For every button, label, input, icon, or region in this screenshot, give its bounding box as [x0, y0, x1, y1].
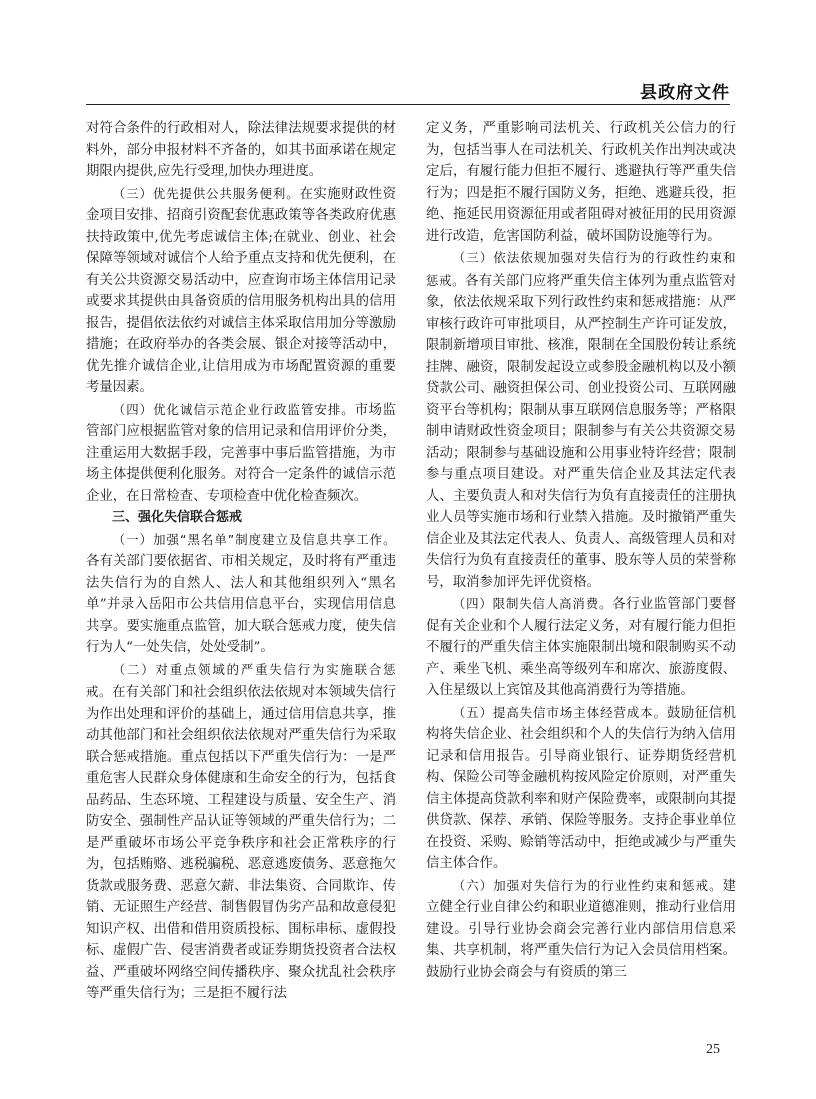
subsection-heading: （二）对重点领域的严重失信行为实施联合惩戒。	[86, 661, 396, 699]
paragraph-body: 各有关部门要依据省、市相关规定，及时将有严重违法失信行为的自然人、法人和其他组织列入“黑名单”并录入岳阳市公共信用信息平台，实现信用信息共享。要实施重点监管，加大联合惩戒力度，使失信行为人“一处失信，处处受制”。	[86, 554, 396, 655]
paragraph: 定义务，严重影响司法机关、行政机关公信力的行为，包括当事人在司法机关、行政机关作出判决或决定后，有履行能力但拒不履行、逃避执行等严重失信行为；四是拒不履行国防义务，拒绝、逃避兵役，拒绝、拖延民用资源征用或者阻碍对被征用的民用资源进行改造，危害国防利益，破坏国防设施等行为。	[426, 121, 736, 244]
paragraph-body: 各有关部门应将严重失信主体列为重点监管对象，依法依规采取下列行政性约束和惩戒措施：从严审核行政许可审批项目，从严控制生产许可证发放，限制新增项目审批、核准，限制在全国股份转让系统挂牌、融资，限制发起设立或参股金融机构以及小额贷款公司、融资担保公司、创业投资公司、互联网融资平台等机构；限制从事互联网信息服务等；严格限制申请财政性资金项目；限制参与有关公共资源交易活动；限制参与基础设施和公用事业特许经营；限制参与重点项目建设。对严重失信企业及其法定代表人、主要负责人和对失信行为负有直接责任的注册执业人员等实施市场和行业禁入措施。及时撤销严重失信企业及其法定代表人、负责人、高级管理人员和对失信行为负有直接责任的董事、股东等人员的荣誉称号，取消参加评先评优资格。	[426, 273, 737, 590]
paragraph	[426, 247, 736, 593]
paragraph-body: 市场监管部门应根据监管对象的信用记录和信用评价分类，注重运用大数据手段，完善事中事后监管措施，为市场主体提供便利化服务。对符合一定条件的诚信示范企业，在日常检查、专项检查中优化检查频次。	[86, 402, 397, 504]
subsection-heading: （六）加强对失信行为的行业性约束和惩戒。	[452, 877, 723, 893]
subsection-heading: （三）优先提供公共服务便利。	[112, 185, 300, 201]
right-column	[426, 118, 736, 983]
subsection-heading: （四）优化诚信示范企业行政监管安排。	[112, 401, 355, 417]
header-divider	[86, 104, 730, 105]
document-header-title: 县政府文件	[640, 83, 730, 103]
subsection-heading: （四）限制失信人高消费。	[452, 596, 613, 611]
paragraph	[426, 702, 736, 875]
paragraph	[426, 593, 736, 702]
paragraph-body: 各行业监管部门要督促有关企业和个人履行法定义务，对有履行能力但拒不履行的严重失信主体实施限制出境和限制购买不动产、乘坐飞机、乘坐高等级列车和席次、旅游度假、入住星级以上宾馆及其他高消费行为等措施。	[426, 597, 737, 698]
paragraph-body: 在有关部门和社会组织依法依规对本领域失信行为作出处理和评价的基础上，通过信用信息共享，推动其他部门和社会组织依法依规对严重失信行为采取联合惩戒措施。重点包括以下严重失信行为：一是严重危害人民群众身体健康和生命安全的行为，包括食品药品、生态环境、工程建设与质量、安全生产、消防安全、强制性产品认证等领域的严重失信行为；二是严重破坏市场公平竞争秩序和社会正常秩序的行为，包括贿赂、逃税骗税、恶意逃废债务、恶意拖欠货款或服务费、恶意欠薪、非法集资、合同欺诈、传销、无证照生产经营、制售假冒伪劣产品和故意侵犯知识产权、出借和借用资质投标、围标串标、虚假投标、虚假广告、侵害消费者或证券期货投资者合法权益、严重破坏网络空间传播秩序、聚众扰乱社会秩序等严重失信行为；三是拒不履行法	[86, 685, 397, 1001]
paragraph	[86, 183, 396, 399]
paragraph: 对符合条件的行政相对人，除法律法规要求提供的材料外，部分申报材料不齐备的，如其书面承诺在规定期限内提供,应先行受理,加快办理进度。	[86, 121, 396, 179]
paragraph-body: 鼓励征信机构将失信企业、社会组织和个人的失信行为纳入信用记录和信用报告。引导商业银行、证券期货经营机构、保险公司等金融机构按风险定价原则，对严重失信主体提高贷款利率和财产保险费率，或限制向其提供贷款、保荐、承销、保险等服务。支持企事业单位在投资、采购、赊销等活动中，拒绝或减少与严重失信主体合作。	[426, 705, 736, 871]
paragraph-body: 建立健全行业自律公约和职业道德准则，推动行业信用建设。引导行业协会商会完善行业内部信用信息采集、共享机制，将严重失信行为记入会员信用档案。鼓励行业协会商会与有资质的第三	[426, 878, 736, 980]
paragraph	[86, 659, 396, 1005]
paragraph	[86, 529, 396, 659]
subsection-heading: （五）提高失信市场主体经营成本。	[452, 704, 668, 720]
subsection-heading: （一）加强“黑名单”制度建立及信息共享工作。	[112, 531, 396, 547]
section-heading: 三、强化失信联合惩戒	[112, 510, 243, 525]
page-number: 25	[706, 1042, 720, 1057]
left-column	[86, 118, 396, 1005]
subsection-heading: （三）依法依规加强对失信行为的行政性约束和惩戒。	[426, 250, 736, 288]
paragraph	[426, 875, 736, 984]
paragraph-body: 在实施财政性资金项目安排、招商引资配套优惠政策等各类政府优惠扶持政策中,优先考虑诚信主体;在就业、创业、社会保障等领域对诚信个人给予重点支持和优先便利，在有关公共资源交易活动中，应查询市场主体信用记录或要求其提供由具备资质的信用服务机构出具的信用报告，提倡依法依约对诚信主体采取信用加分等激励措施；在政府举办的各类会展、银企对接等活动中，优先推介诚信企业,让信用成为市场配置资源的重要考量因素。	[86, 186, 397, 395]
paragraph	[86, 399, 396, 508]
